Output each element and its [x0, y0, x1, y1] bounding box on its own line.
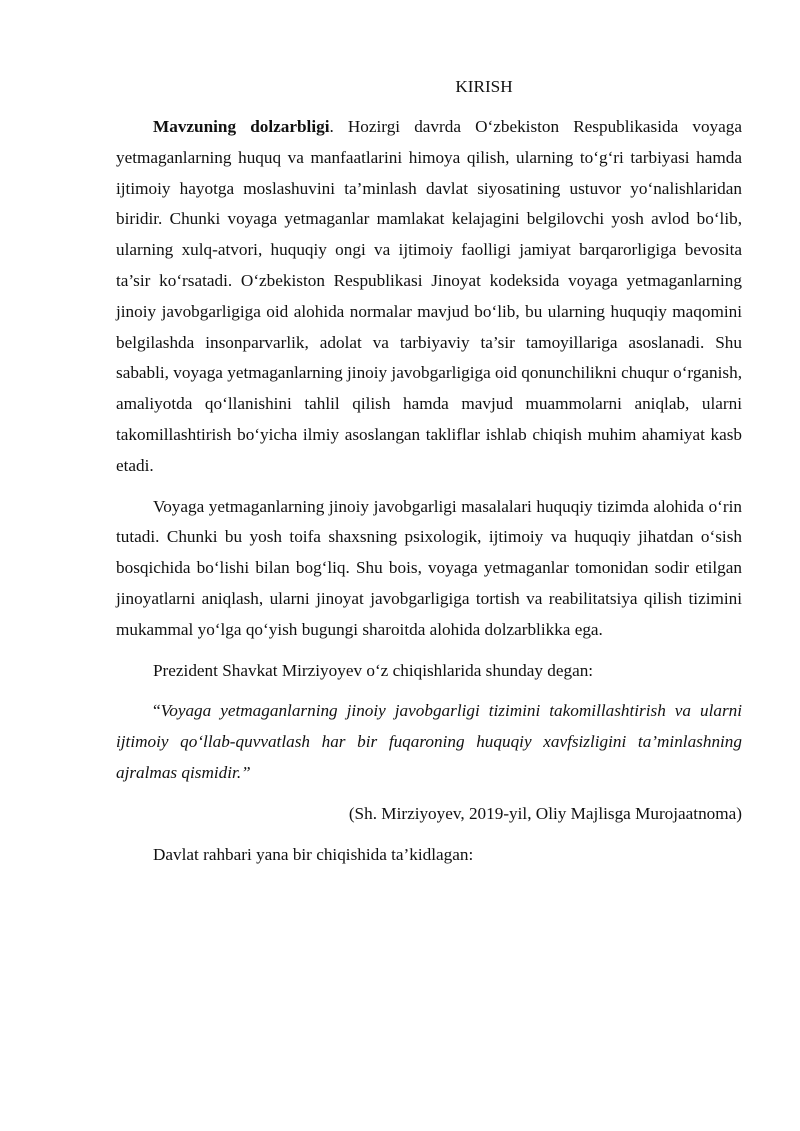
document-page — [116, 72, 742, 870]
intro-text: Hozirgi davrda O‘zbekiston Respublikasida voyaga yetmaganlarning huquq va manfaatlarini himoya qilish, ularning to‘g‘ri tarbiyasi hamda ijtimoiy hayotga moslashuvini ta’minlash davlat siyosatining ustuvor yo‘nalishlaridan biridir. Chunki voyaga yetmaganlar mamlakat kelajagini belgilovchi yosh avlod bo‘lib, ularning xulq-atvori, huquqiy ongi va ijtimoiy faolligi jamiyat barqarorligiga bevosita ta’sir ko‘rsatadi. O‘zbekiston Respublikasi Jinoyat kodeksida voyaga yetmaganlarning jinoiy javobgarligiga oid alohida normalar mavjud bo‘lib, bu ularning huquqiy maqomini belgilashda insonparvarlik, adolat va tarbiyaviy ta’sir tamoyillariga asoslanadi. Shu sababli, voyaga yetmaganlarning jinoiy javobgarligiga oid qonunchilikni chuqur o‘rganish, amaliyotda qo‘llanishini tahlil qilish hamda mavjud muammolarni aniqlab, ularni takomillashtirish bo‘yicha ilmiy asoslangan takliflar ishlab chiqish muhim ahamiyat kasb etadi. — [116, 117, 742, 475]
quote-open-mark: “ — [153, 701, 161, 721]
intro-paragraph — [116, 112, 742, 482]
president-quote — [116, 696, 742, 788]
quote-source: (Sh. Mirziyoyev, 2019-yil, Oliy Majlisga Murojaatnoma) — [348, 803, 742, 823]
intro-lead-heading: Mavzuning dolzarbligi — [153, 117, 330, 136]
body-paragraph-4: Davlat rahbari yana bir chiqishida ta’kidlagan: — [153, 844, 474, 864]
body-paragraph-2: Voyaga yetmaganlarning jinoiy javobgarligi masalalari huquqiy tizimda alohida o‘rin tutadi. Chunki bu yosh toifa shaxsning psixologik, ijtimoiy va huquqiy jihatdan o‘sish bosqichida bo‘lishi bilan bog‘liq. Shu bois, voyaga yetmaganlar tomonidan sodir etilgan jinoyatlarni aniqlash, ularni jinoyat javobgarligiga tortish va reabilitatsiya qilish tizimini mukammal yo‘lga qo‘yish bugungi sharoitda alohida dolzarblikka ega. — [116, 496, 742, 639]
section-title: KIRISH — [455, 77, 513, 96]
body-paragraph-3: Prezident Shavkat Mirziyoyev o‘z chiqishlarida shunday degan: — [153, 660, 594, 680]
intro-lead-punct: . — [329, 117, 334, 136]
quote-text: Voyaga yetmaganlarning jinoiy javobgarligi tizimini takomillashtirish va ularni ijtimoiy qo‘llab-quvvatlash har bir fuqaroning huquqiy xavfsizligini ta’minlashning ajralmas qismidir.” — [116, 701, 742, 782]
